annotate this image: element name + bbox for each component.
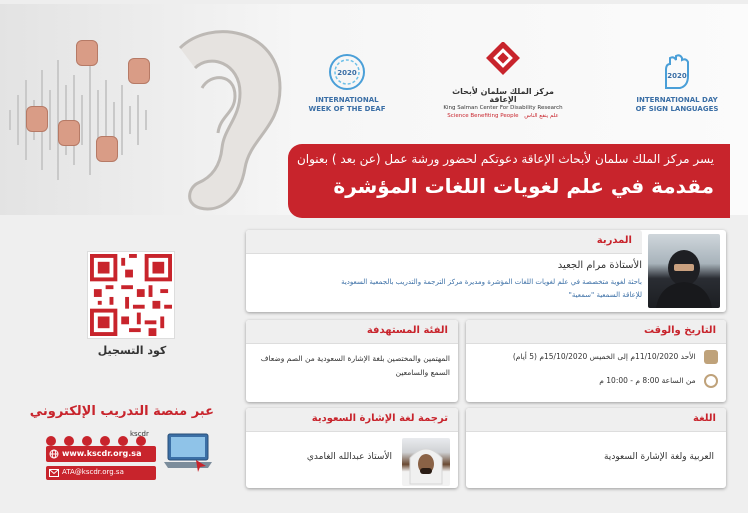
trainer-name: الأستاذة مرام الجعيد: [557, 260, 642, 271]
top-border: [0, 0, 748, 4]
datetime-heading: التاريخ والوقت: [643, 325, 716, 336]
interpreter-heading: ترجمة لغة الإشارة السعودية: [311, 413, 448, 424]
email-address: ATA@kscdr.org.sa: [62, 468, 124, 476]
svg-text:2020: 2020: [337, 69, 357, 77]
platform-label: عبر منصة التدريب الإلكتروني: [29, 404, 214, 419]
invite-banner: [288, 144, 730, 218]
snapchat-icon[interactable]: [82, 436, 92, 446]
logo-ksc-tagline: Science Benefiting People: [447, 113, 519, 119]
trainer-heading: المدربة: [596, 235, 632, 246]
workshop-title: مقدمة في علم لغويات اللغات المؤشرة: [333, 174, 714, 198]
registration-qr-code[interactable]: [88, 252, 174, 338]
date-time-card: [466, 320, 726, 402]
globe-icon: [49, 449, 59, 459]
mail-icon: [49, 469, 59, 477]
logo-day-title: INTERNATIONAL DAY OF SIGN LANGUAGES: [635, 96, 719, 113]
email-link[interactable]: [46, 466, 156, 480]
week-deaf-emblem-icon: [324, 52, 370, 92]
qr-code-icon: [90, 254, 172, 336]
sign-day-emblem-icon: [654, 52, 700, 92]
laptop-icon: [162, 432, 214, 472]
logo-international-week-deaf: [304, 52, 390, 114]
trainer-portrait-icon: [648, 234, 720, 308]
svg-text:2020: 2020: [667, 72, 687, 80]
calendar-icon: [704, 350, 718, 364]
interpreter-portrait-icon: [402, 438, 450, 486]
hand-icon: [96, 136, 118, 162]
ksc-emblem-icon: [483, 42, 523, 84]
time-range: من الساعة 8:00 م - 10:00 م: [599, 376, 696, 385]
logo-international-day-sign-languages: [632, 52, 722, 114]
target-body: المهتمين والمختصين بلغة الإشارة السعودية من الصم وضعاف السمع والسامعين: [260, 354, 450, 377]
linkedin-icon[interactable]: [100, 436, 110, 446]
website-link[interactable]: [46, 446, 156, 462]
trainer-card: [246, 230, 726, 312]
facebook-icon[interactable]: [118, 436, 128, 446]
language-value: العربية ولغة الإشارة السعودية: [603, 452, 714, 462]
twitter-icon[interactable]: [46, 436, 56, 446]
qr-label: كود التسجيل: [97, 344, 167, 357]
hand-icon: [26, 106, 48, 132]
logo-ksc-ar: مركز الملك سلمان لأبحاث الإعاقة: [452, 87, 554, 104]
date-range: الأحد 11/10/2020م إلى الخميس 15/10/2020م (5 أيام): [512, 352, 696, 361]
instagram-icon[interactable]: [64, 436, 74, 446]
logo-ksc-tagline-ar: علم ينفع الناس: [524, 113, 559, 119]
website-url: www.kscdr.org.sa: [62, 449, 142, 458]
interpreter-card: [246, 408, 458, 488]
hand-icon: [76, 40, 98, 66]
invite-intro: يسر مركز الملك سلمان لأبحاث الإعاقة دعوتكم لحضور ورشة عمل (عن بعد ) بعنوان: [296, 152, 714, 166]
hand-icon: [128, 58, 150, 84]
logo-week-title: INTERNATIONAL WEEK OF THE DEAF: [308, 96, 386, 113]
hand-icon: [58, 120, 80, 146]
trainer-bio: باحثة لغوية متخصصة في علم لغويات اللغات المؤشرة ومديرة مركز الترجمة والتدريب بالجمعية السعودية للإعاقة السمعية "سمعية": [341, 278, 642, 299]
language-heading: اللغة: [693, 413, 716, 424]
target-audience-card: [246, 320, 458, 402]
target-heading: الفئة المستهدفة: [366, 325, 448, 336]
interpreter-photo: [402, 438, 450, 486]
logo-king-salman-center: [438, 42, 568, 120]
interpreter-name: الأستاذ عبدالله الغامدي: [306, 452, 392, 462]
language-card: [466, 408, 726, 488]
sign-hands-graphic: [20, 40, 160, 190]
clock-icon: [704, 374, 718, 388]
logo-ksc-en: King Salman Center For Disability Research: [443, 105, 563, 111]
trainer-photo: [648, 234, 720, 308]
ear-graphic: [140, 18, 290, 218]
social-handle: kscdr: [130, 430, 149, 438]
